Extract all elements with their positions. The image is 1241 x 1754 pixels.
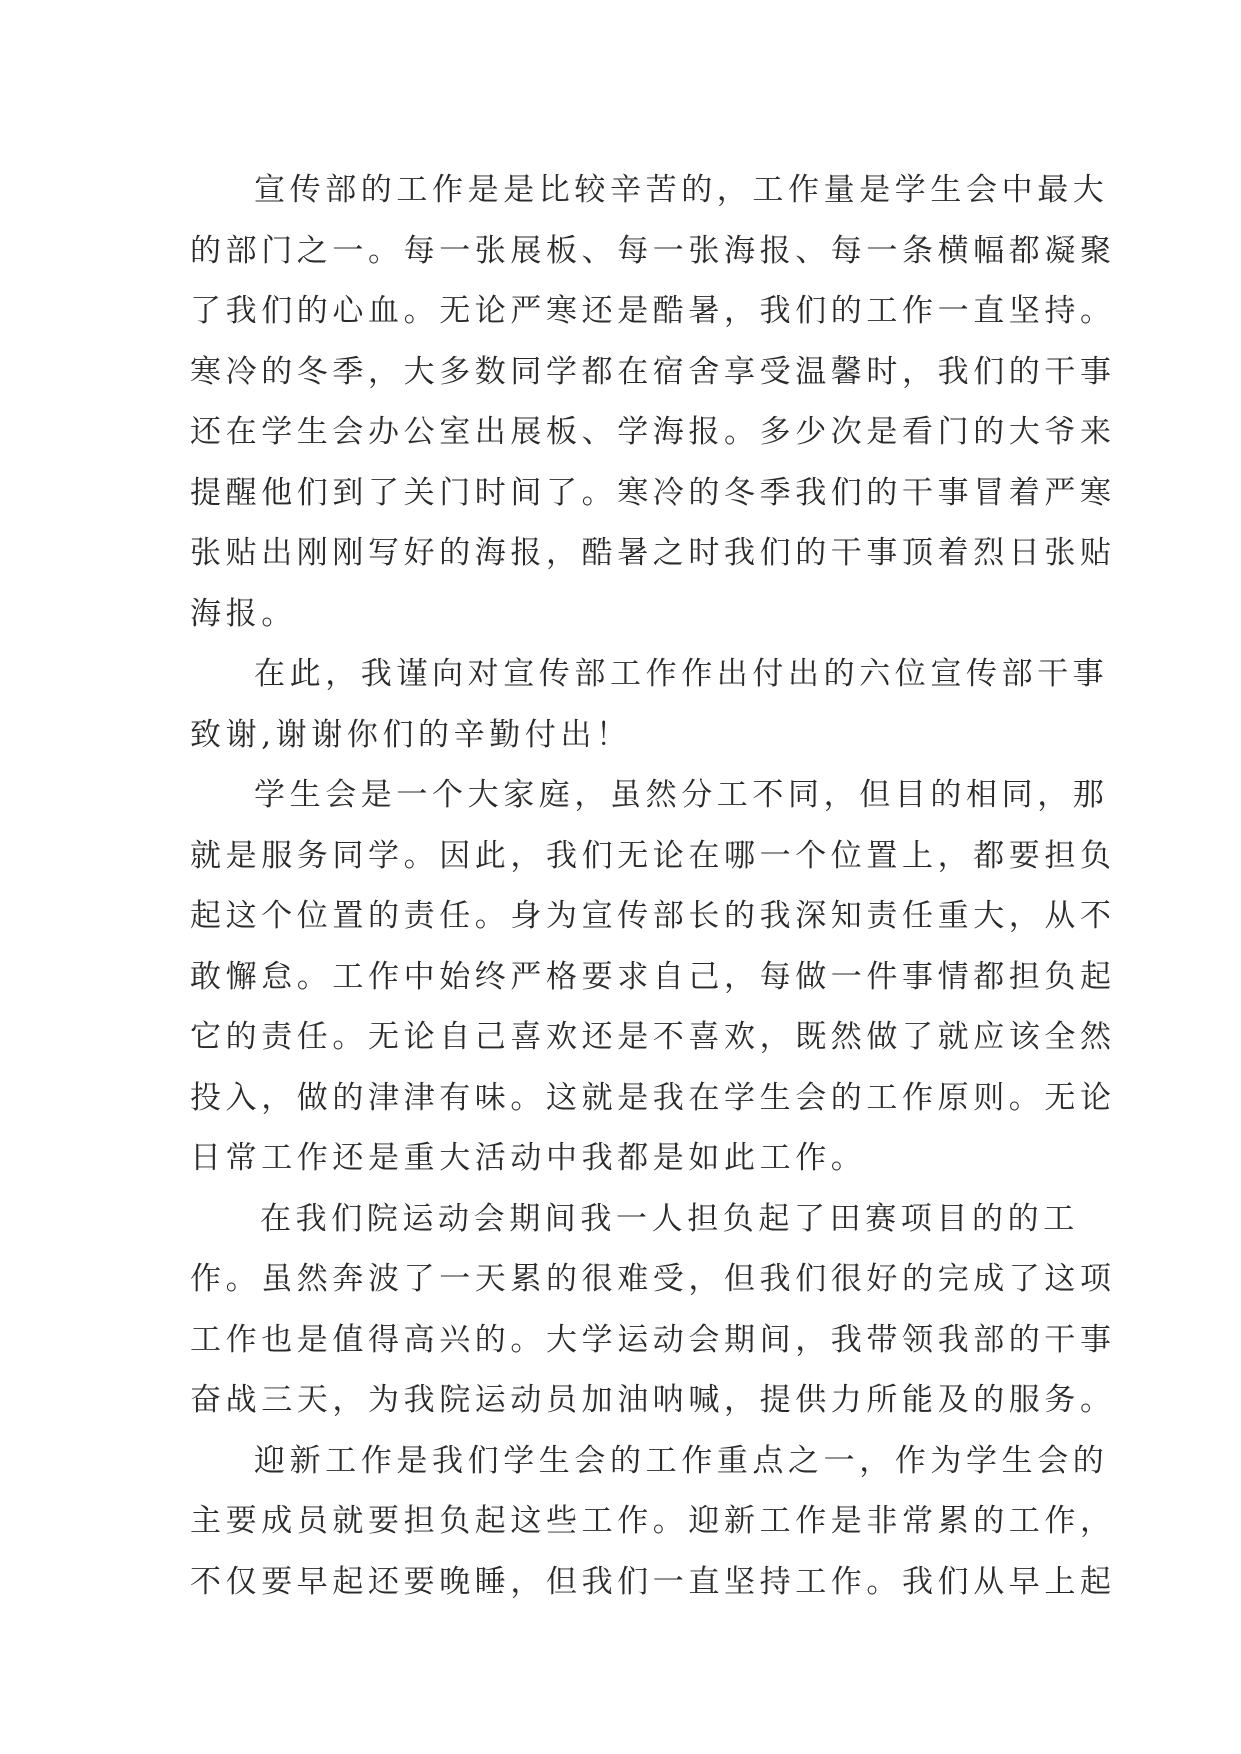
paragraph-student-union [190, 765, 1116, 1189]
text-line: 起这个位置的责任。身为宣传部长的我深知责任重大，从不 [190, 898, 1116, 934]
text-line: 宣传部的工作是是比较辛苦的，工作量是学生会中最大 [254, 172, 1109, 208]
paragraph-publicity-work [190, 160, 1116, 644]
text-line: 敢懈怠。工作中始终严格要求自己，每做一件事情都担负起 [190, 958, 1116, 995]
text-line: 海报。 [190, 595, 297, 632]
text-line: 工作也是值得高兴的。大学运动会期间，我带领我部的干事 [190, 1321, 1116, 1358]
text-line: 学生会是一个大家庭，虽然分工不同，但目的相同，那 [254, 777, 1109, 813]
text-line: 张贴出刚刚写好的海报，酷暑之时我们的干事顶着烈日张贴 [190, 535, 1116, 571]
paragraph-thanks [190, 644, 1109, 765]
text-line: 投入，做的津津有味。这就是我在学生会的工作原则。无论 [190, 1079, 1116, 1116]
text-line: 在此，我谨向对宣传部工作作出付出的六位宣传部干事 [254, 656, 1109, 692]
document-body [190, 160, 1116, 1612]
text-line: 就是服务同学。因此，我们无论在哪一个位置上，都要担负 [190, 837, 1116, 874]
paragraph-freshman-welcome [190, 1431, 1116, 1613]
text-line: 的部门之一。每一张展板、每一张海报、每一条横幅都凝聚 [190, 232, 1116, 269]
text-line: 奋战三天，为我院运动员加油呐喊，提供力所能及的服务。 [190, 1382, 1116, 1418]
text-line: 致谢,谢谢你们的辛勤付出！ [190, 716, 632, 753]
text-line: 了我们的心血。无论严寒还是酷暑，我们的工作一直坚持。 [190, 293, 1116, 329]
text-line: 寒冷的冬季，大多数同学都在宿舍享受温馨时，我们的干事 [190, 353, 1116, 390]
text-line: 作。虽然奔波了一天累的很难受，但我们很好的完成了这项 [190, 1261, 1116, 1297]
text-line: 提醒他们到了关门时间了。寒冷的冬季我们的干事冒着严寒 [190, 474, 1116, 511]
text-line: 还在学生会办公室出展板、学海报。多少次是看门的大爷来 [190, 414, 1116, 450]
text-line: 它的责任。无论自己喜欢还是不喜欢，既然做了就应该全然 [190, 1019, 1116, 1055]
text-line: 主要成员就要担负起这些工作。迎新工作是非常累的工作， [190, 1503, 1116, 1539]
text-line: 在我们院运动会期间我一人担负起了田赛项目的的工 [260, 1200, 1079, 1237]
text-line: 日常工作还是重大活动中我都是如此工作。 [190, 1140, 867, 1176]
text-line: 迎新工作是我们学生会的工作重点之一，作为学生会的 [254, 1442, 1109, 1479]
paragraph-sports-meet [190, 1189, 1116, 1431]
text-line: 不仅要早起还要晚睡，但我们一直坚持工作。我们从早上起 [190, 1563, 1116, 1600]
